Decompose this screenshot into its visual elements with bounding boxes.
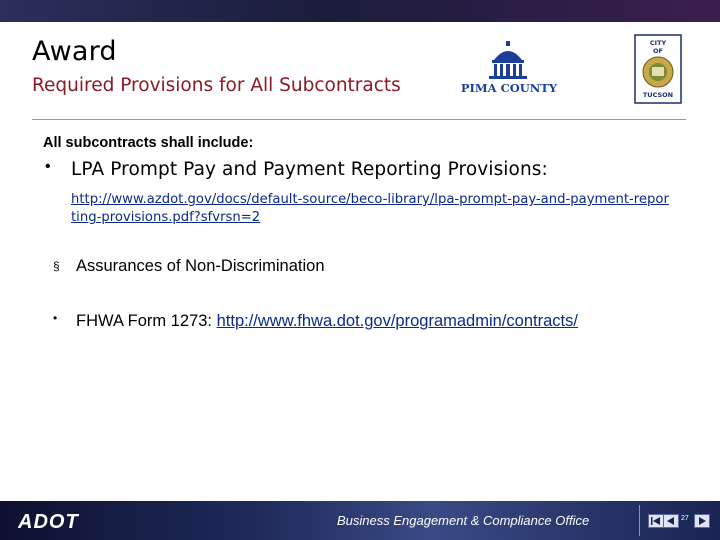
seal-text-of: OF xyxy=(653,47,663,55)
adot-wordmark: ADOT xyxy=(18,511,79,532)
top-banner xyxy=(0,0,720,22)
fhwa-contracts-link[interactable]: http://www.fhwa.dot.gov/programadmin/contracts/ xyxy=(216,312,578,330)
city-of-tucson-seal xyxy=(634,34,682,104)
previous-page-icon[interactable] xyxy=(663,514,679,528)
fhwa-form-label: FHWA Form 1273: xyxy=(76,312,217,330)
footer-separator xyxy=(639,505,640,536)
pima-county-logo xyxy=(458,38,560,98)
first-page-icon[interactable] xyxy=(648,514,664,528)
seal-text-city: CITY xyxy=(649,39,667,47)
bullet-marker: • xyxy=(45,158,51,175)
page-number: 27 xyxy=(681,515,689,522)
pima-county-wordmark: PIMA COUNTY xyxy=(460,81,558,95)
seal-text-tucson: TUCSON xyxy=(642,91,674,99)
bullet-marker: § xyxy=(53,259,60,273)
bullet-marker: • xyxy=(53,311,58,325)
adot-logo xyxy=(18,510,98,532)
next-page-icon[interactable] xyxy=(694,514,710,528)
footer-office-name: Business Engagement & Compliance Office xyxy=(337,513,590,528)
header-divider xyxy=(32,119,686,120)
bullet-non-discrimination: Assurances of Non-Discrimination xyxy=(76,257,325,275)
bullet-fhwa-form xyxy=(76,312,578,331)
lead-text: All subcontracts shall include: xyxy=(43,135,254,151)
slide-title: Award xyxy=(32,36,117,67)
lpa-provisions-link[interactable]: http://www.azdot.gov/docs/default-source/beco-library/lpa-prompt-pay-and-payment-reporting-provisions.pdf?sfvrsn=2 xyxy=(71,192,669,225)
bullet-lpa-prompt-pay: LPA Prompt Pay and Payment Reporting Provisions: xyxy=(71,159,548,180)
slide-subtitle: Required Provisions for All Subcontracts xyxy=(32,75,401,96)
